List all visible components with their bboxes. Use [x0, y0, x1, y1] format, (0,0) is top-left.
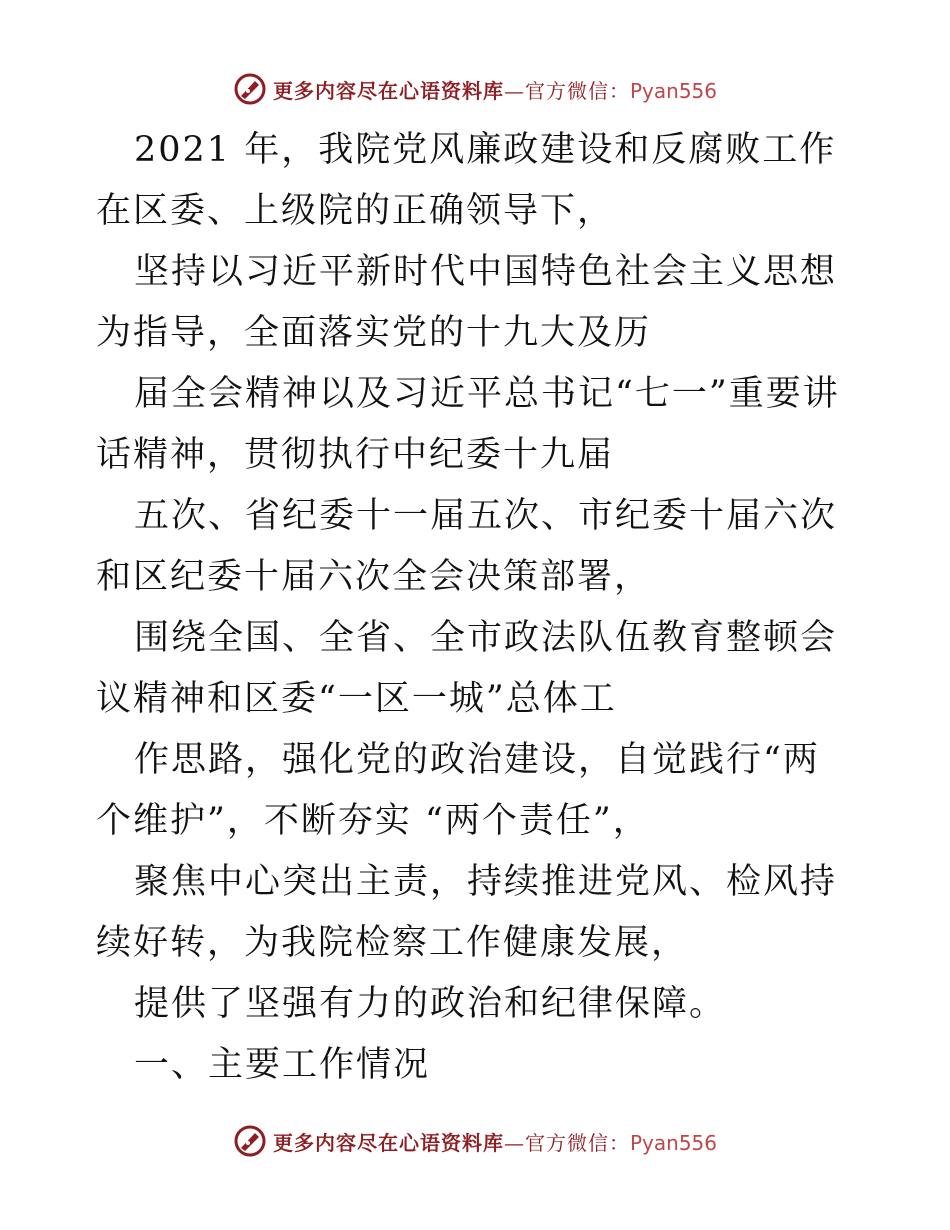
watermark-dash: — — [503, 78, 525, 103]
pen-nib-logo-icon — [233, 1124, 267, 1158]
document-body — [96, 120, 856, 1096]
footer-watermark — [0, 1124, 950, 1158]
section-heading: 一、主要工作情况 — [134, 1045, 431, 1085]
pen-nib-logo-icon — [233, 72, 267, 106]
paragraph: 作思路，强化党的政治建设，自觉践行“两个维护”，不断夯实 “两个责任”， — [96, 740, 820, 841]
watermark-wechat-label: 官方微信： — [524, 1130, 630, 1155]
header-watermark — [0, 72, 950, 106]
paragraph: 提供了坚强有力的政治和纪律保障。 — [134, 984, 727, 1024]
watermark-wechat-id: Pyan556 — [629, 78, 717, 103]
paragraph: 坚持以习近平新时代中国特色社会主义思想为指导，全面落实党的十九大及历 — [96, 252, 838, 353]
watermark-wechat-label: 官方微信： — [524, 78, 630, 103]
paragraph: 聚焦中心突出主责，持续推进党风、检风持续好转，为我院检察工作健康发展， — [96, 862, 838, 963]
watermark-wechat-id: Pyan556 — [629, 1130, 717, 1155]
paragraph: 五次、省纪委十一届五次、市纪委十届六次和区纪委十届六次全会决策部署， — [96, 496, 838, 597]
paragraph: 围绕全国、全省、全市政法队伍教育整顿会议精神和区委“一区一城”总体工 — [96, 618, 838, 719]
watermark-brand: 更多内容尽在心语资料库 — [272, 78, 504, 103]
paragraph: 届全会精神以及习近平总书记“七一”重要讲话精神，贯彻执行中纪委十九届 — [96, 374, 840, 475]
paragraph: 2021 年，我院党风廉政建设和反腐败工作在区委、上级院的正确领导下， — [96, 130, 837, 231]
watermark-dash: — — [503, 1130, 525, 1155]
watermark-brand: 更多内容尽在心语资料库 — [272, 1130, 504, 1155]
